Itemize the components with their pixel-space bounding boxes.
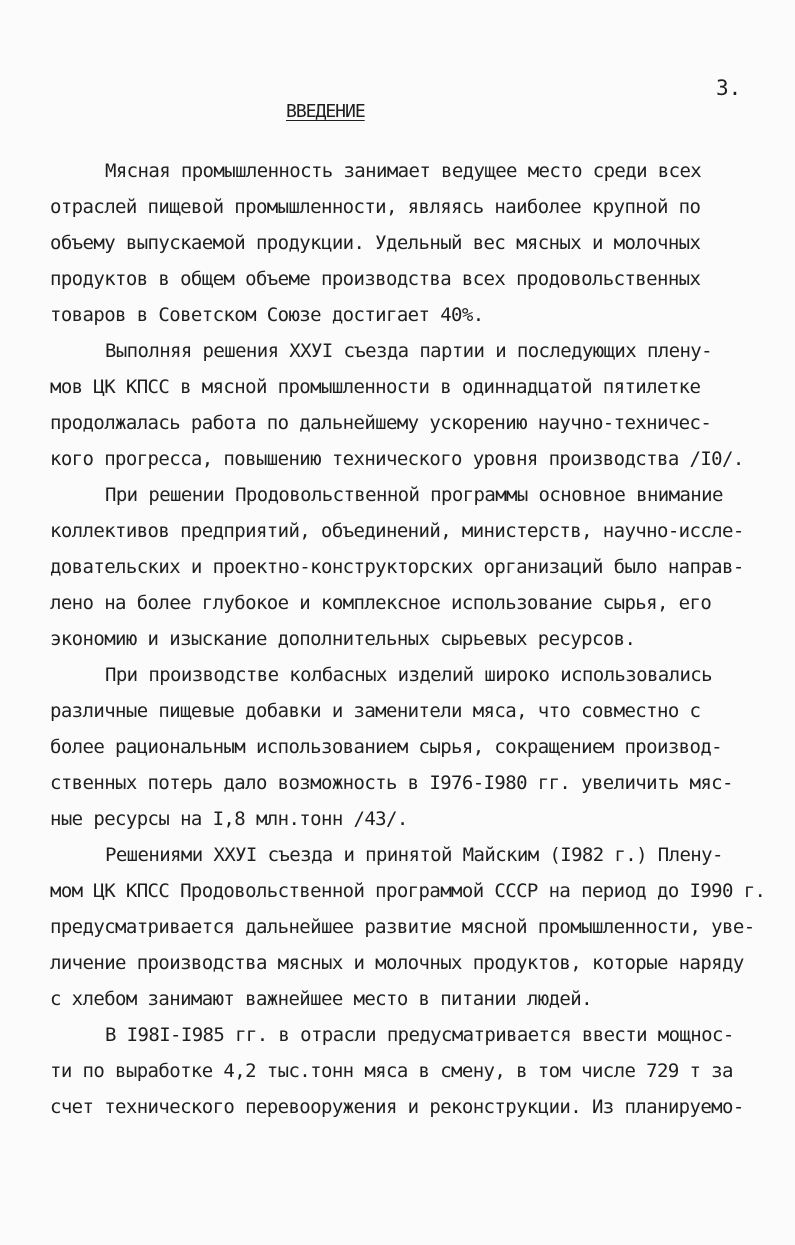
- text-line: довательских и проектно-конструкторских организаций было направ-: [50, 556, 744, 578]
- text-line: ные ресурсы на I,8 млн.тонн /43/.: [50, 808, 408, 830]
- text-line: ственных потерь дало возможность в I976-I980 гг. увеличить мяс-: [50, 772, 733, 794]
- text-line: экономию и изыскание дополнительных сырьевых ресурсов.: [50, 628, 636, 650]
- text-line: объему выпускаемой продукции. Удельный вес мясных и молочных: [50, 232, 701, 254]
- text-line: более рациональным использованием сырья, сокращением производ-: [50, 736, 723, 758]
- text-line: Выполняя решения XXУI съезда партии и последующих плену-: [105, 340, 712, 362]
- page-title: ВВЕДЕНИЕ: [286, 101, 365, 122]
- text-line: счет технического перевооружения и реконструкции. Из планируемо-: [50, 1096, 744, 1118]
- text-line: предусматривается дальнейшее развитие мясной промышленности, уве-: [50, 916, 755, 938]
- page-number: 3.: [716, 76, 742, 100]
- text-line: мом ЦК КПСС Продовольственной программой СССР на период до I990 г.: [50, 880, 766, 902]
- text-line: мов ЦК КПСС в мясной промышленности в одиннадцатой пятилетке: [50, 376, 701, 398]
- text-line: лено на более глубокое и комплексное использование сырья, его: [50, 592, 712, 614]
- text-line: с хлебом занимают важнейшее место в питании людей.: [50, 988, 592, 1010]
- text-line: отраслей пищевой промышленности, являясь наиболее крупной по: [50, 196, 701, 218]
- text-line: кого прогресса, повышению технического уровня производства /I0/.: [50, 448, 744, 470]
- text-line: продолжалась работа по дальнейшему ускорению научно-техничес-: [50, 412, 712, 434]
- text-line: Решениями XXУI съезда и принятой Майским (I982 г.) Плену-: [105, 844, 723, 866]
- body-text: [50, 153, 785, 1125]
- text-line: В I98I-I985 гг. в отрасли предусматривается ввести мощнос-: [105, 1024, 734, 1046]
- text-line: ти по выработке 4,2 тыс.тонн мяса в смену, в том числе 729 т за: [50, 1060, 733, 1082]
- text-line: При производстве колбасных изделий широко использовались: [105, 664, 712, 686]
- text-line: продуктов в общем объеме производства всех продовольственных: [50, 268, 701, 290]
- text-line: коллективов предприятий, объединений, министерств, научно-иссле-: [50, 520, 744, 542]
- text-line: При решении Продовольственной программы основное внимание: [105, 484, 723, 506]
- text-line: личение производства мясных и молочных продуктов, которые наряду: [50, 952, 744, 974]
- text-line: товаров в Советском Союзе достигает 40%.: [50, 304, 484, 326]
- text-line: Мясная промышленность занимает ведущее место среди всех: [105, 160, 702, 182]
- text-line: различные пищевые добавки и заменители мяса, что совместно с: [50, 700, 701, 722]
